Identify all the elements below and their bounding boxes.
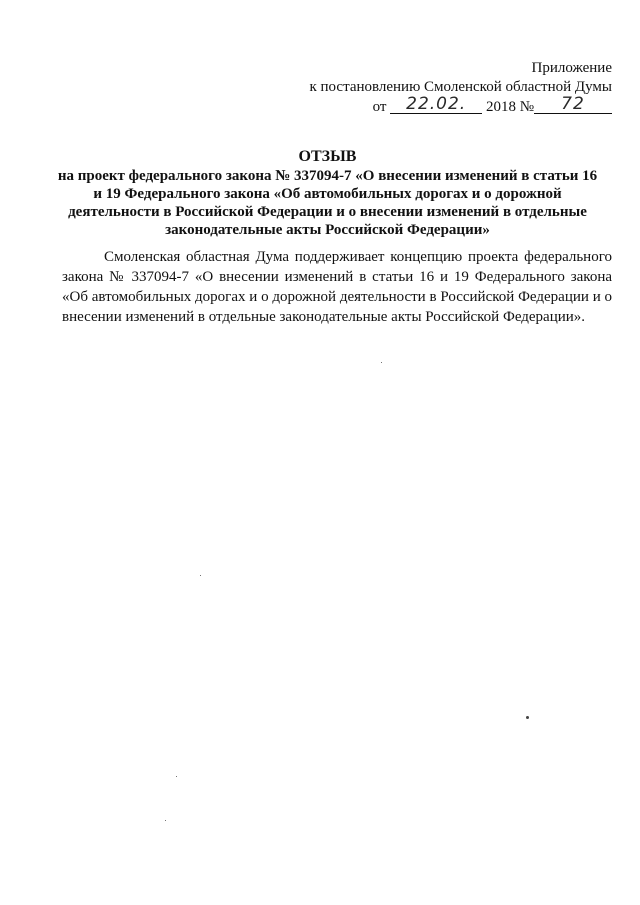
title-line: деятельности в Российской Федерации и о внесении изменений в отдельные <box>68 204 587 220</box>
body-paragraph: Смоленская областная Дума поддерживает концепцию проекта федерального закона № 337094-7 «О внесении изменений в статьи 16 и 19 Федерального закона «Об автомобильных дорогах и о дорожной деятельности в Российской Федерации и о внесении изменений в отдельные законодательные акты Российской Федерации». <box>62 249 612 325</box>
scan-speck <box>176 776 177 777</box>
scan-speck <box>381 362 382 363</box>
scan-speck <box>165 820 166 821</box>
appendix-resolution: к постановлению Смоленской областной Думы <box>309 79 612 95</box>
title-line: на проект федерального закона № 337094-7 «О внесении изменений в статьи 16 <box>57 168 598 184</box>
title-line: законодательные акты Российской Федерации» <box>165 222 490 238</box>
appendix-date-line <box>282 94 612 117</box>
date-handwritten: 22.02. <box>406 94 467 114</box>
appendix-label: Приложение <box>531 60 612 76</box>
title-line: и 19 Федерального закона «Об автомобильных дорогах и о дорожной <box>93 186 562 202</box>
date-prefix: от <box>372 99 387 115</box>
title-heading: ОТЗЫВ <box>298 148 357 165</box>
number-handwritten: 72 <box>561 94 585 114</box>
document-title <box>40 148 615 239</box>
scan-speck <box>200 575 201 576</box>
date-field <box>390 94 482 114</box>
scan-speck <box>526 716 529 719</box>
document-body <box>62 247 612 327</box>
appendix-header <box>282 59 612 117</box>
number-field <box>534 94 612 114</box>
year-label: 2018 № <box>485 99 534 115</box>
